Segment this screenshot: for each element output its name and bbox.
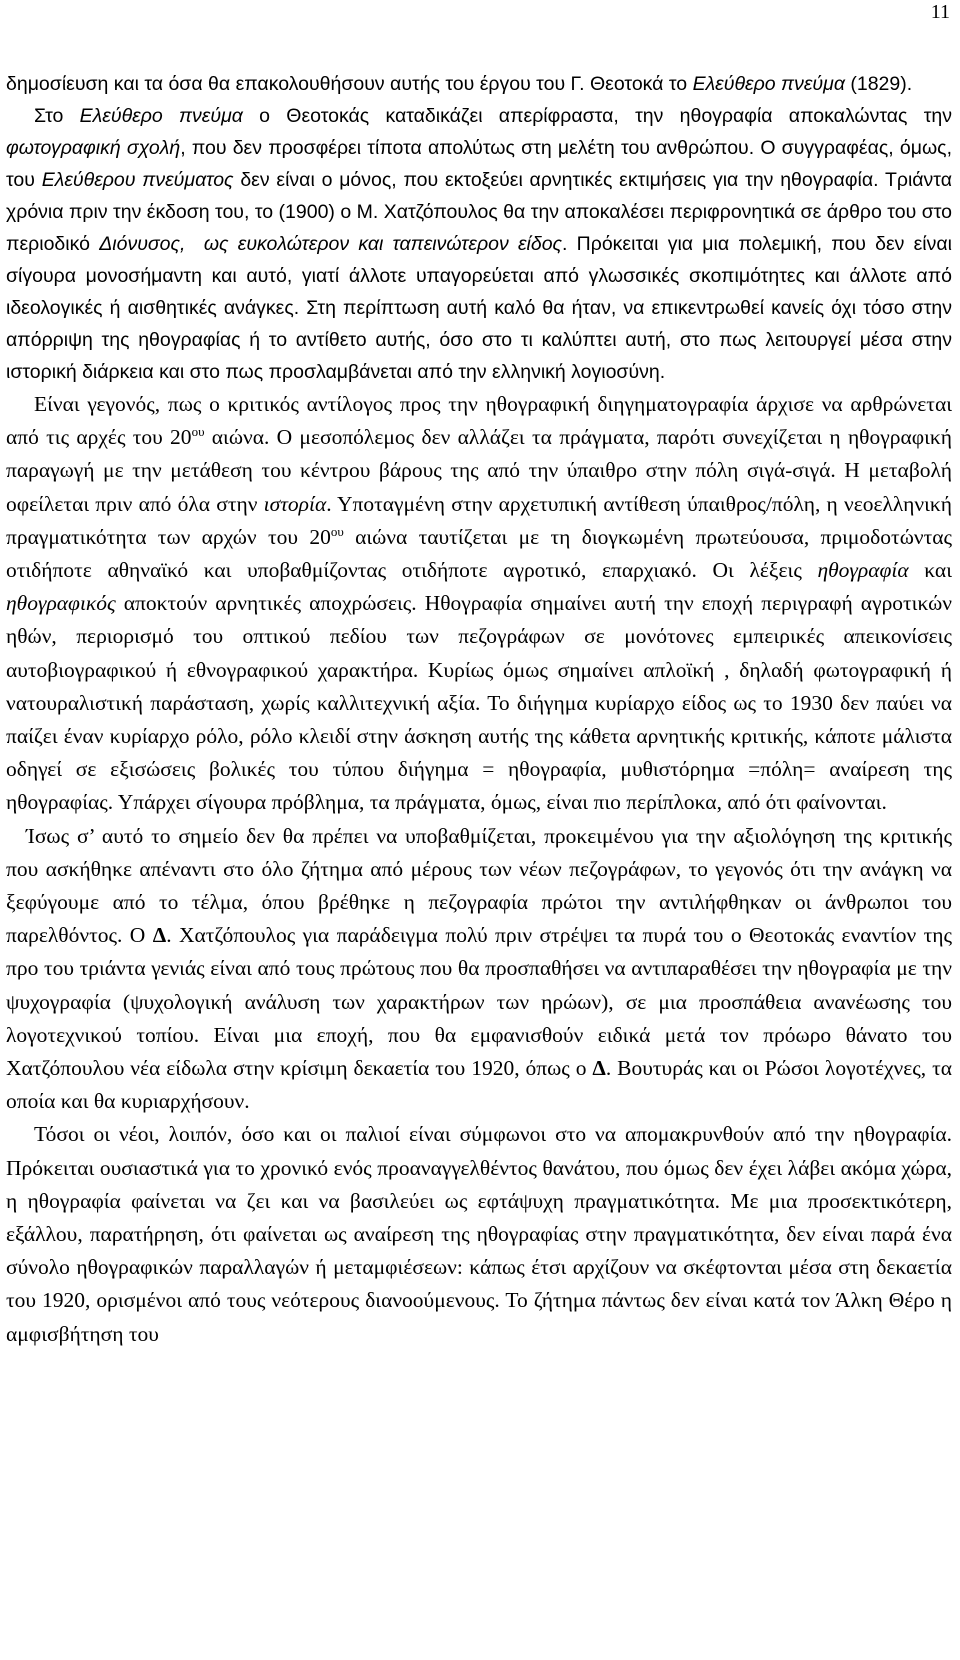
p3-text-4: αιώνα ταυτίζεται με τη διογκωμένη πρωτεύουσα, πριμοδοτώντας οτιδήποτε αθηναϊκό και υποβαθμίζοντας οτιδήποτε αγροτικό, επαρχιακό. Οι λέξεις [6, 524, 952, 583]
p4-text-2: . Χατζόπουλος για παράδειγμα πολύ πριν στρέψει τα πυρά του ο Θεοτοκάς εναντίον της προ του τριάντα γενιάς είναι από τους πρώτους που θα προσπαθήσει να αντιπαραθέσει την ηθογραφία με την ψυχογραφία (ψυχολογική ανάλυση των χαρακτήρων των ηρώων), σε μια προσπάθεια ανανέωσης του λογοτεχνικού τοπίου. Είναι μια εποχή, που θα εμφανισθούν ειδικά μετά τον πρόωρο θάνατο του Χατζόπουλου νέα είδωλα στην κρίσιμη δεκαετία του 1920, όπως ο [6, 923, 952, 1081]
paragraph-1 [6, 68, 952, 100]
p2-italic-4: Διόνυσος, [99, 233, 186, 255]
p3-text-5: και [908, 558, 952, 583]
p4-text-3: . Βουτυράς και οι Ρώσοι λογοτέχνες, τα οποία και θα κυριαρχήσουν. [6, 1056, 953, 1114]
p3-superscript-1: ου [191, 424, 205, 440]
p1-text: δημοσίευση και τα όσα θα επακολουθήσουν αυτής του έργου του Γ. Θεοτοκά το [6, 73, 693, 95]
p4-bold-1: Δ [152, 923, 167, 948]
p4-text-1: Ίσως σ’ αυτό το σημείο δεν θα πρέπει να υποβαθμίζεται, προκειμένου για την αξιολόγηση της κριτικής που ασκήθηκε απέναντι στο όλο ζήτημα από μέρους των νέων πεζογράφων, το γεγονός ότι την ανάγκη να ξεφύγουμε από το τέλμα, όπου βρέθηκε η πεζογραφία πρώτοι την αντιλήφθηκαν οι άνθρωποι του παρελθόντος. Ο [6, 823, 952, 948]
paragraph-2 [6, 100, 952, 388]
p1-text-end: (1829). [844, 73, 913, 95]
page-number: 11 [930, 1, 950, 23]
p3-text-1: Είναι γεγονός, πως ο κριτικός αντίλογος προς την ηθογραφική διηγηματογραφία άρχισε να αρθρώνεται από τις αρχές του 20 [6, 392, 952, 450]
p2-italic-2: φωτογραφική σχολή [6, 137, 181, 159]
p3-superscript-2: ου [330, 523, 344, 539]
p3-text-2: αιώνα. Ο μεσοπόλεμος δεν αλλάζει τα πράγματα, παρότι συνεχίζεται η ηθογραφική παραγωγή με την μετάθεση του κέντρου βάρους της από την ύπαιθρο στην πόλη σιγά-σιγά. Η μεταβολή οφείλεται πριν από όλα στην [6, 425, 952, 516]
p2-text-4: δεν είναι ο μόνος, που εκτοξεύει αρνητικές εκτιμήσεις για την ηθογραφία. Τριάντα χρόνια πριν την έκδοση του, το (1900) ο Μ. Χατζόπουλος θα την αποκαλέσει περιφρονητικά σε άρθρο του στο περιοδικό [6, 169, 953, 255]
body-text [6, 68, 952, 1351]
p3-italic-2: ηθογραφία [817, 558, 909, 583]
p5-text: Τόσοι οι νέοι, λοιπόν, όσο και οι παλιοί είναι σύμφωνοι στο να απομακρυνθούν από την ηθογραφία. Πρόκειται ουσιαστικά για το χρονικό ενός προαναγγελθέντος θανάτου, που όμως δεν έχει λάβει ακόμα χώρα, η ηθογραφία φαίνεται να ζει και να βασιλεύει ως εφτάψυχη πραγματικότητα. Με μια προσεκτικότερη, εξάλλου, παρατήρηση, ότι φαίνεται ως αναίρεση της ηθογραφίας στην πραγματικότητα, δεν είναι παρά ένα σύνολο ηθογραφικών παραλλαγών ή μεταμφιέσεων: κάπως έτσι αρχίζουν να σκέφτονται μέσα στη δεκαετία του 1920, ορισμένοι από τους νεότερους διανοούμενους. Το ζήτημα πάντως δεν είναι κατά τον Άλκη Θέρο η αμφισβήτηση του [6, 1122, 952, 1346]
p3-italic-1: ιστορία [263, 491, 327, 516]
paragraph-5 [6, 1118, 952, 1350]
p2-text-1: Στο [34, 105, 80, 127]
p2-text-2: ο Θεοτοκάς καταδικάζει απερίφραστα, την ηθογραφία αποκαλώντας την [242, 105, 952, 127]
p2-text-3: , που δεν προσφέρει τίποτα απολύτως στη μελέτη του ανθρώπου. Ο συγγραφέας, όμως, του [6, 137, 952, 191]
p4-bold-2: Δ [592, 1056, 606, 1081]
p1-italic-title: Ελεύθερο πνεύμα [692, 73, 845, 95]
paragraph-3 [6, 388, 952, 820]
p3-italic-3: ηθογραφικός [6, 591, 116, 616]
paragraph-4 [6, 820, 952, 1119]
p2-italic-5: ως ευκολώτερον και ταπεινώτερον είδος [203, 233, 563, 255]
p3-text-3: . Υποταγμένη στην αρχετυπική αντίθεση ύπαιθρος/πόλη, η νεοελληνική πραγματικότητα των αρχών του 20 [6, 491, 952, 549]
p2-italic-1: Ελεύθερο πνεύμα [79, 105, 243, 127]
p2-italic-3: Ελεύθερου πνεύματος [41, 169, 234, 191]
p2-text-5: . Πρόκειται για μια πολεμική, που δεν είναι σίγουρα μονοσήμαντη και αυτό, γιατί άλλοτε υπαγορεύεται από γλωσσικές σκοπιμότητες και άλλοτε από ιδεολογικές ή αισθητικές ανάγκες. Στη περίπτωση αυτή καλό θα ήταν, να επικεντρωθεί κανείς όχι τόσο στην απόρριψη της ηθογραφίας ή το αντίθετο αυτής, όσο στο τι καλύπτει αυτή, στο πως λειτουργεί μέσα στην ιστορική διάρκεια και στο πως προσλαμβάνεται από την ελληνική λογιοσύνη. [6, 233, 953, 383]
p3-text-6: αποκτούν αρνητικές αποχρώσεις. Ηθογραφία σημαίνει αυτή την εποχή περιγραφή αγροτικών ηθών, περιορισμό του οπτικού πεδίου των πεζογράφων σε μονότονες εμπειρικές απεικονίσεις αυτοβιογραφικού ή εθνογραφικού χαρακτήρα. Κυρίως όμως σημαίνει απλοϊκή , δηλαδή φωτογραφική ή νατουραλιστική παράσταση, χωρίς καλλιτεχνική αξία. Το διήγημα κυρίαρχο είδος ως το 1930 δεν παύει να παίζει έναν κυρίαρχο ρόλο, ρόλο κλειδί στην άσκηση αυτής της κάθετα αρνητικής κριτικής, κάποτε μάλιστα οδηγεί σε εξισώσεις βολικές του τύπου διήγημα = ηθογραφία, μυθιστόρημα =πόλη= αναίρεση της ηθογραφίας. Υπάρχει σίγουρα πρόβλημα, τα πράγματα, όμως, είναι πιο περίπλοκα, από ότι φαίνονται. [6, 591, 952, 815]
p2-space [185, 233, 203, 255]
